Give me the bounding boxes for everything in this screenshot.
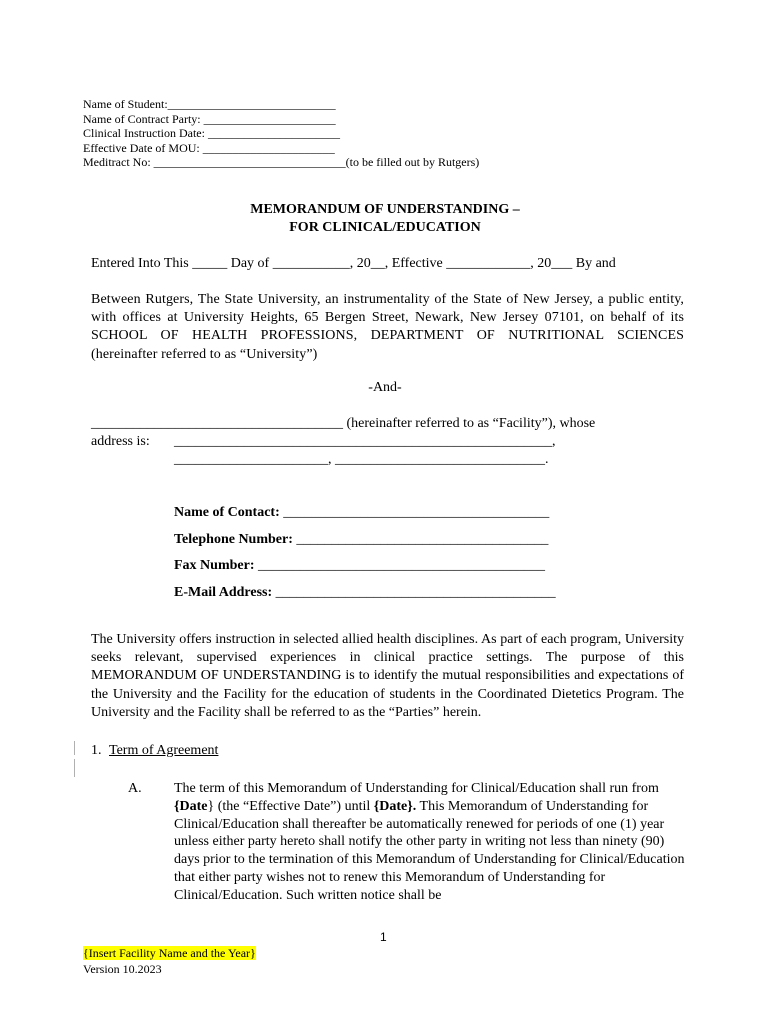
contact-phone-label: Telephone Number: — [174, 532, 293, 547]
facility-name-year-placeholder: {Insert Facility Name and the Year} — [83, 946, 256, 960]
and-label: -And- — [368, 380, 402, 395]
contact-phone-field — [174, 532, 548, 548]
contact-email-label: E-Mail Address: — [174, 585, 273, 600]
contact-name-label: Name of Contact: — [174, 505, 280, 520]
end-date-placeholder: {Date}. — [373, 798, 417, 814]
margin-change-bar — [74, 741, 75, 755]
entered-line: Entered Into This _____ Day of ___________, 20__, Effective ____________, 20___ By and — [91, 256, 616, 271]
contact-fax-blank: _________________________________________ — [258, 558, 545, 573]
page-number: 1 — [380, 930, 387, 944]
address-line-1: ______________________________________________________, — [174, 434, 556, 449]
subsection-a-label: A. — [128, 781, 142, 796]
margin-change-bar — [74, 759, 75, 777]
contact-fax-label: Fax Number: — [174, 558, 255, 573]
contact-name-field — [174, 505, 549, 521]
section-1-number: 1. — [91, 743, 102, 758]
document-title-line2: FOR CLINICAL/EDUCATION — [289, 220, 481, 235]
between-paragraph: Between Rutgers, The State University, an instrumentality of the State of New Jersey, a public entity, with offices at University Heights, 65 Bergen Street, Newark, New Jersey 07101, on behalf of its SCHOOL OF HEALTH PROFESSIONS, DEPARTMENT OF NUTRITIONAL SCIENCES (hereinafter referred to as “University”) — [91, 292, 684, 362]
subsection-a-text-post: This Memorandum of Understanding for Clinical/Education shall thereafter be automatically renewed for periods of one (1) year unless either party hereto shall notify the other party in writing not less than ninety (90) days prior to the termination of this Memorandum of Understanding for Clinical/Education that either party wishes not to renew this Memorandum of Understanding for Clinical/Education. Such written notice shall be — [174, 798, 685, 903]
section-1-title: Term of Agreement — [109, 743, 219, 758]
subsection-a-text-mid: } (the “Effective Date”) until — [207, 798, 374, 814]
facility-line: ____________________________________ (hereinafter referred to as “Facility”), whose — [91, 416, 596, 431]
start-date-placeholder: {Date — [174, 798, 208, 814]
header-field-effective-date: Effective Date of MOU: ______________________ — [83, 140, 335, 155]
document-title-line1: MEMORANDUM OF UNDERSTANDING – — [250, 202, 520, 217]
footer-placeholder — [83, 946, 256, 961]
contact-name-blank: ______________________________________ — [283, 505, 550, 520]
contact-phone-blank: ____________________________________ — [296, 532, 549, 547]
contact-email-field — [174, 585, 556, 601]
header-field-student: Name of Student:____________________________ — [83, 97, 336, 111]
header-field-contract-party: Name of Contract Party: ______________________ — [83, 111, 336, 126]
contact-email-blank: ________________________________________ — [275, 585, 556, 600]
subsection-a-text-pre: The term of this Memorandum of Understanding for Clinical/Education shall run from — [174, 781, 659, 796]
intro-paragraph: The University offers instruction in selected allied health disciplines. As part of each program, University seeks relevant, supervised experiences in clinical practice settings. The purpose of this MEMORANDUM OF UNDERSTANDING is to identify the mutual responsibilities and expectations of the University and the Facility for the education of students in the Coordinated Dietetics Program. The University and the Facility shall be referred to as the “Parties” herein. — [91, 632, 684, 720]
footer-version: Version 10.2023 — [83, 962, 162, 976]
section-1-heading — [91, 743, 218, 759]
subsection-a-text — [174, 780, 686, 905]
address-line-2: ______________________, ______________________________. — [174, 452, 549, 467]
header-field-clinical-date: Clinical Instruction Date: ______________________ — [83, 126, 340, 140]
header-field-meditract: Meditract No: ________________________________(to be filled out by Rutgers) — [83, 155, 480, 169]
contact-fax-field — [174, 558, 545, 574]
address-label: address is: — [91, 434, 150, 449]
